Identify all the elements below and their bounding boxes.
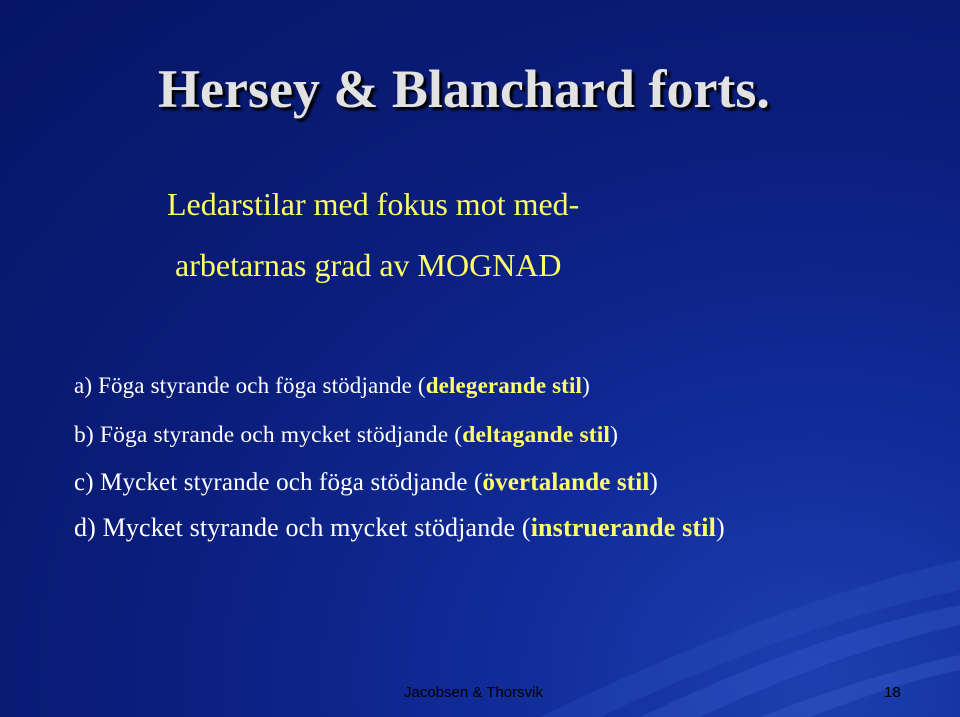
list-item (74, 373, 590, 399)
leadership-style-label: övertalande stil (482, 469, 650, 496)
item-text: b) Föga styrande och mycket stödjande ( (74, 422, 463, 448)
item-text: a) Föga styrande och föga stödjande ( (74, 373, 426, 398)
item-suffix: ) (649, 469, 658, 496)
subtitle-line-2: arbetarnas grad av MOGNAD (175, 247, 562, 283)
leadership-style-label: instruerande stil (530, 513, 716, 542)
subtitle-line-1: Ledarstilar med fokus mot med- (167, 186, 580, 222)
leadership-style-label: delegerande stil (425, 373, 583, 398)
item-suffix: ) (582, 373, 590, 398)
leadership-style-label: deltagande stil (462, 422, 611, 448)
item-text: c) Mycket styrande och föga stödjande ( (74, 469, 483, 496)
footer-author: Jacobsen & Thorsvik (404, 684, 543, 701)
page-number: 18 (884, 684, 901, 701)
item-suffix: ) (610, 422, 619, 448)
item-text: d) Mycket styrande och mycket stödjande ( (74, 513, 531, 542)
slide-title: Hersey & Blanchard forts. (158, 59, 770, 119)
list-item (74, 422, 618, 449)
list-item (74, 513, 725, 543)
item-suffix: ) (715, 513, 725, 542)
list-item (74, 469, 658, 497)
